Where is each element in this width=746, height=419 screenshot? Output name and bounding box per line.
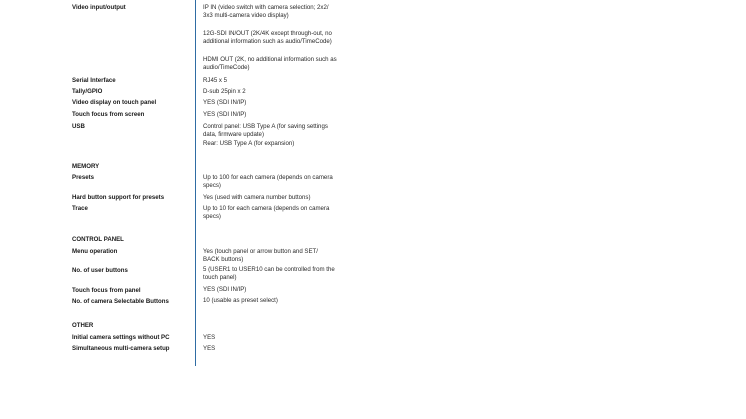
spec-value-initial-settings: YES <box>203 334 216 341</box>
spec-label-camera-buttons: No. of camera Selectable Buttons <box>72 298 169 305</box>
spec-value-touch-focus-panel: YES (SDI IN/IP) <box>203 286 247 293</box>
spec-value-video-io-sdi: 12G-SDI IN/OUT (2K/4K except through-out, no additional information such as audio/TimeCode) <box>203 30 332 46</box>
spec-value-menu-operation: Yes (touch panel or arrow button and SET/ BACK buttons) <box>203 248 318 264</box>
spec-value-simultaneous-setup: YES <box>203 345 216 352</box>
spec-value-touch-focus-screen: YES (SDI IN/IP) <box>203 111 247 118</box>
section-heading-other: OTHER <box>72 322 94 329</box>
spec-label-touch-focus-panel: Touch focus from panel <box>72 287 141 294</box>
spec-value-camera-buttons: 10 (usable as preset select) <box>203 297 278 304</box>
section-heading-control-panel: CONTROL PANEL <box>72 236 124 243</box>
spec-label-initial-settings: Initial camera settings without PC <box>72 334 170 341</box>
spec-value-tally: D-sub 25pin x 2 <box>203 88 246 95</box>
section-heading-memory: MEMORY <box>72 163 100 170</box>
spec-label-simultaneous-setup: Simultaneous multi-camera setup <box>72 345 170 352</box>
spec-value-usb: Control panel: USB Type A (for saving settings data, firmware update) Rear: USB Type A (for expansion) <box>203 123 328 147</box>
spec-label-presets: Presets <box>72 174 95 181</box>
spec-value-trace: Up to 10 for each camera (depends on camera specs) <box>203 205 330 221</box>
spec-label-menu-operation: Menu operation <box>72 248 118 255</box>
spec-label-video-io: Video input/output <box>72 4 126 11</box>
spec-label-video-display: Video display on touch panel <box>72 99 157 106</box>
spec-label-touch-focus-screen: Touch focus from screen <box>72 111 145 118</box>
spec-label-user-buttons: No. of user buttons <box>72 267 128 274</box>
spec-label-usb: USB <box>72 123 85 130</box>
spec-value-user-buttons: 5 (USER1 to USER10 can be controlled from the touch panel) <box>203 266 335 282</box>
spec-value-video-display: YES (SDI IN/IP) <box>203 99 247 106</box>
spec-value-video-io-ip: IP IN (video switch with camera selection; 2x2/ 3x3 multi-camera video display) <box>203 4 329 20</box>
spec-label-hard-button: Hard button support for presets <box>72 194 165 201</box>
column-divider <box>195 0 196 366</box>
spec-value-serial: RJ45 x 5 <box>203 77 228 84</box>
spec-label-tally: Tally/GPIO <box>72 88 103 95</box>
spec-value-video-io-hdmi: HDMI OUT (2K, no additional information such as audio/TimeCode) <box>203 56 337 72</box>
spec-label-serial: Serial Interface <box>72 77 116 84</box>
spec-label-trace: Trace <box>72 205 88 212</box>
spec-value-hard-button: Yes (used with camera number buttons) <box>203 194 311 201</box>
spec-value-presets: Up to 100 for each camera (depends on camera specs) <box>203 174 333 190</box>
